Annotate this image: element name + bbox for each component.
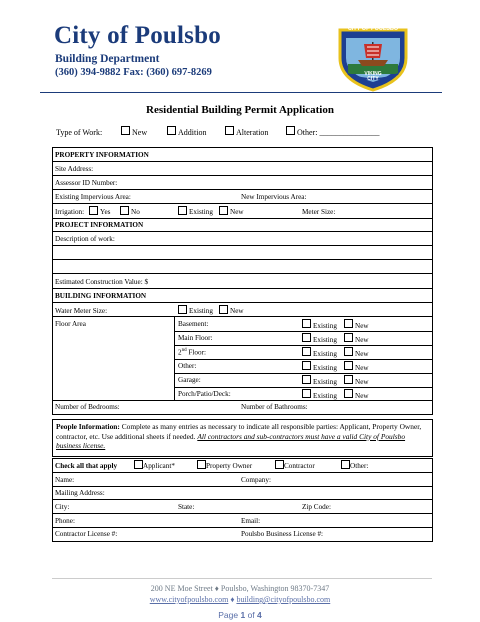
project-heading: PROJECT INFORMATION — [55, 221, 144, 229]
rule — [52, 288, 432, 289]
floor-existing-label: Existing — [313, 350, 337, 358]
contact-email-field[interactable]: Email: — [241, 517, 261, 525]
rule — [52, 245, 432, 246]
rule — [52, 400, 432, 401]
floor-existing-checkbox[interactable] — [302, 347, 311, 356]
role-applicant-checkbox[interactable] — [134, 460, 143, 469]
floor-existing-checkbox[interactable] — [302, 361, 311, 370]
floor-existing-checkbox[interactable] — [302, 375, 311, 384]
floor-existing-checkbox[interactable] — [302, 333, 311, 342]
meter-new-checkbox[interactable] — [219, 305, 228, 314]
work-alteration-label: Alteration — [236, 128, 269, 137]
contact-phone-field[interactable]: Phone: — [55, 517, 75, 525]
floor-row-label: Main Floor: — [178, 334, 213, 342]
irrigation-label: Irrigation: — [55, 208, 85, 216]
floor-new-label: New — [355, 378, 369, 386]
contact-mailing-field[interactable]: Mailing Address: — [55, 489, 105, 497]
department-name: Building Department — [55, 53, 160, 65]
bathrooms-field[interactable]: Number of Bathrooms: — [241, 403, 308, 411]
rule — [52, 189, 432, 190]
role-contractor-label: Contractor — [284, 462, 315, 470]
floor-existing-label: Existing — [313, 364, 337, 372]
existing-impervious-field[interactable]: Existing Impervious Area: — [55, 193, 131, 201]
footer-address: 200 NE Moe Street ♦ Poulsbo, Washington 98370-7347 — [150, 584, 330, 593]
rule — [52, 486, 432, 487]
rule — [52, 203, 432, 204]
footer-email-link[interactable]: building@cityofpoulsbo.com — [236, 595, 331, 604]
floor-row-rule — [174, 359, 432, 360]
floor-new-checkbox[interactable] — [344, 333, 353, 342]
irrigation-existing-checkbox[interactable] — [178, 206, 187, 215]
rule — [52, 499, 432, 500]
floor-new-checkbox[interactable] — [344, 389, 353, 398]
floor-existing-label: Existing — [313, 336, 337, 344]
role-other-checkbox[interactable] — [341, 460, 350, 469]
type-of-work-label: Type of Work: — [56, 128, 103, 137]
irrigation-new-label: New — [230, 208, 244, 216]
floor-new-checkbox[interactable] — [344, 347, 353, 356]
property-heading: PROPERTY INFORMATION — [55, 151, 149, 159]
work-addition-checkbox[interactable] — [167, 126, 176, 135]
rule — [52, 175, 432, 176]
footer-separator: ♦ — [230, 595, 235, 604]
floor-row-rule — [174, 387, 432, 388]
irrigation-no-label: No — [131, 208, 140, 216]
work-new-label: New — [132, 128, 148, 137]
check-all-label: Check all that apply — [55, 462, 118, 470]
page-of: of — [245, 610, 258, 620]
business-license-field[interactable]: Poulsbo Business License #: — [241, 530, 324, 538]
floor-existing-label: Existing — [313, 322, 337, 330]
new-impervious-field[interactable]: New Impervious Area: — [241, 193, 307, 201]
people-info-text — [56, 422, 430, 451]
rule — [52, 513, 432, 514]
assessor-id-field[interactable]: Assessor ID Number: — [55, 179, 118, 187]
people-info-label: People Information: — [56, 422, 120, 431]
city-title: City of Poulsbo — [54, 22, 221, 49]
floor-existing-label: Existing — [313, 378, 337, 386]
rule — [52, 302, 432, 303]
floor-new-label: New — [355, 322, 369, 330]
floor-existing-checkbox[interactable] — [302, 319, 311, 328]
work-alteration-checkbox[interactable] — [225, 126, 234, 135]
people-info-emphasis: All contractors and sub-contractors must have a valid City of Poulsbo business license. — [56, 431, 406, 450]
rule — [52, 218, 432, 219]
page-total: 4 — [257, 610, 262, 620]
footer-rule — [52, 578, 432, 579]
irrigation-new-checkbox[interactable] — [219, 206, 228, 215]
floor-new-label: New — [355, 350, 369, 358]
role-contractor-checkbox[interactable] — [275, 460, 284, 469]
irrigation-no-checkbox[interactable] — [120, 206, 129, 215]
floor-new-checkbox[interactable] — [344, 375, 353, 384]
work-new-checkbox[interactable] — [121, 126, 130, 135]
floor-row-label: Porch/Patio/Deck: — [178, 390, 231, 398]
logo-bottom-text — [334, 72, 412, 82]
floor-area-label: Floor Area — [55, 320, 86, 328]
page-current: 1 — [240, 610, 246, 620]
contact-company-field[interactable]: Company: — [241, 476, 271, 484]
logo-city: CITY — [367, 76, 379, 82]
meter-size-field[interactable]: Meter Size: — [302, 208, 336, 216]
rule — [52, 316, 432, 317]
floor-new-checkbox[interactable] — [344, 319, 353, 328]
description-field[interactable]: Description of work: — [55, 235, 115, 243]
bedrooms-field[interactable]: Number of Bedrooms: — [55, 403, 120, 411]
work-addition-label: Addition — [178, 128, 207, 137]
rule — [52, 273, 432, 274]
contact-state-field[interactable]: State: — [178, 503, 195, 511]
rule — [52, 231, 432, 232]
footer-website-link[interactable]: www.cityofpoulsbo.com — [149, 595, 229, 604]
logo-top-text: CITY OF POULSBO — [347, 26, 399, 32]
irrigation-yes-label: Yes — [100, 208, 111, 216]
floor-row-rule — [174, 373, 432, 374]
footer-contact — [0, 595, 480, 604]
logo-viking: VIKING — [364, 71, 382, 77]
meter-existing-checkbox[interactable] — [178, 305, 187, 314]
water-meter-label: Water Meter Size: — [55, 307, 108, 315]
meter-new-label: New — [230, 307, 244, 315]
floor-new-label: New — [355, 364, 369, 372]
form-title: Residential Building Permit Application — [146, 104, 334, 116]
floor-row-label: Other: — [178, 362, 197, 370]
contact-name-field[interactable]: Name: — [55, 476, 75, 484]
floor-new-label: New — [355, 336, 369, 344]
floor-row-rule — [174, 331, 432, 332]
rule — [52, 472, 432, 473]
floor-new-label: New — [355, 392, 369, 400]
floor-row-label: Garage: — [178, 376, 201, 384]
work-other-label[interactable]: Other: _______________ — [297, 128, 380, 137]
role-other-label: Other: — [350, 462, 369, 470]
floor-existing-label: Existing — [313, 392, 337, 400]
floor-row-label: 2nd Floor: — [178, 348, 206, 357]
site-address-field[interactable]: Site Address: — [55, 165, 94, 173]
building-heading: BUILDING INFORMATION — [55, 292, 147, 300]
contractor-license-field[interactable]: Contractor License #: — [55, 530, 118, 538]
people-info-body: Complete as many entries as necessary to indicate all responsible parties: Applicant, Property Owner, contractor, etc. Use additional sheets if needed. — [56, 422, 422, 441]
work-other-checkbox[interactable] — [286, 126, 295, 135]
rule — [52, 259, 432, 260]
page-prefix: Page — [218, 610, 241, 620]
floor-existing-checkbox[interactable] — [302, 389, 311, 398]
irrigation-existing-label: Existing — [189, 208, 213, 216]
role-applicant-label: Applicant* — [143, 462, 175, 470]
role-owner-label: Property Owner — [206, 462, 253, 470]
header-rule — [40, 92, 442, 93]
page-number — [0, 610, 480, 620]
estimated-value-field[interactable]: Estimated Construction Value: $ — [55, 278, 149, 286]
floor-row-rule — [174, 345, 432, 346]
department-phones: (360) 394-9882 Fax: (360) 697-8269 — [55, 67, 212, 78]
contact-city-field[interactable]: City: — [55, 503, 70, 511]
irrigation-yes-checkbox[interactable] — [89, 206, 98, 215]
role-owner-checkbox[interactable] — [197, 460, 206, 469]
contact-zip-field[interactable]: Zip Code: — [302, 503, 331, 511]
floor-row-label: Basement: — [178, 320, 209, 328]
floor-new-checkbox[interactable] — [344, 361, 353, 370]
rule — [52, 161, 432, 162]
rule — [52, 527, 432, 528]
meter-existing-label: Existing — [189, 307, 213, 315]
